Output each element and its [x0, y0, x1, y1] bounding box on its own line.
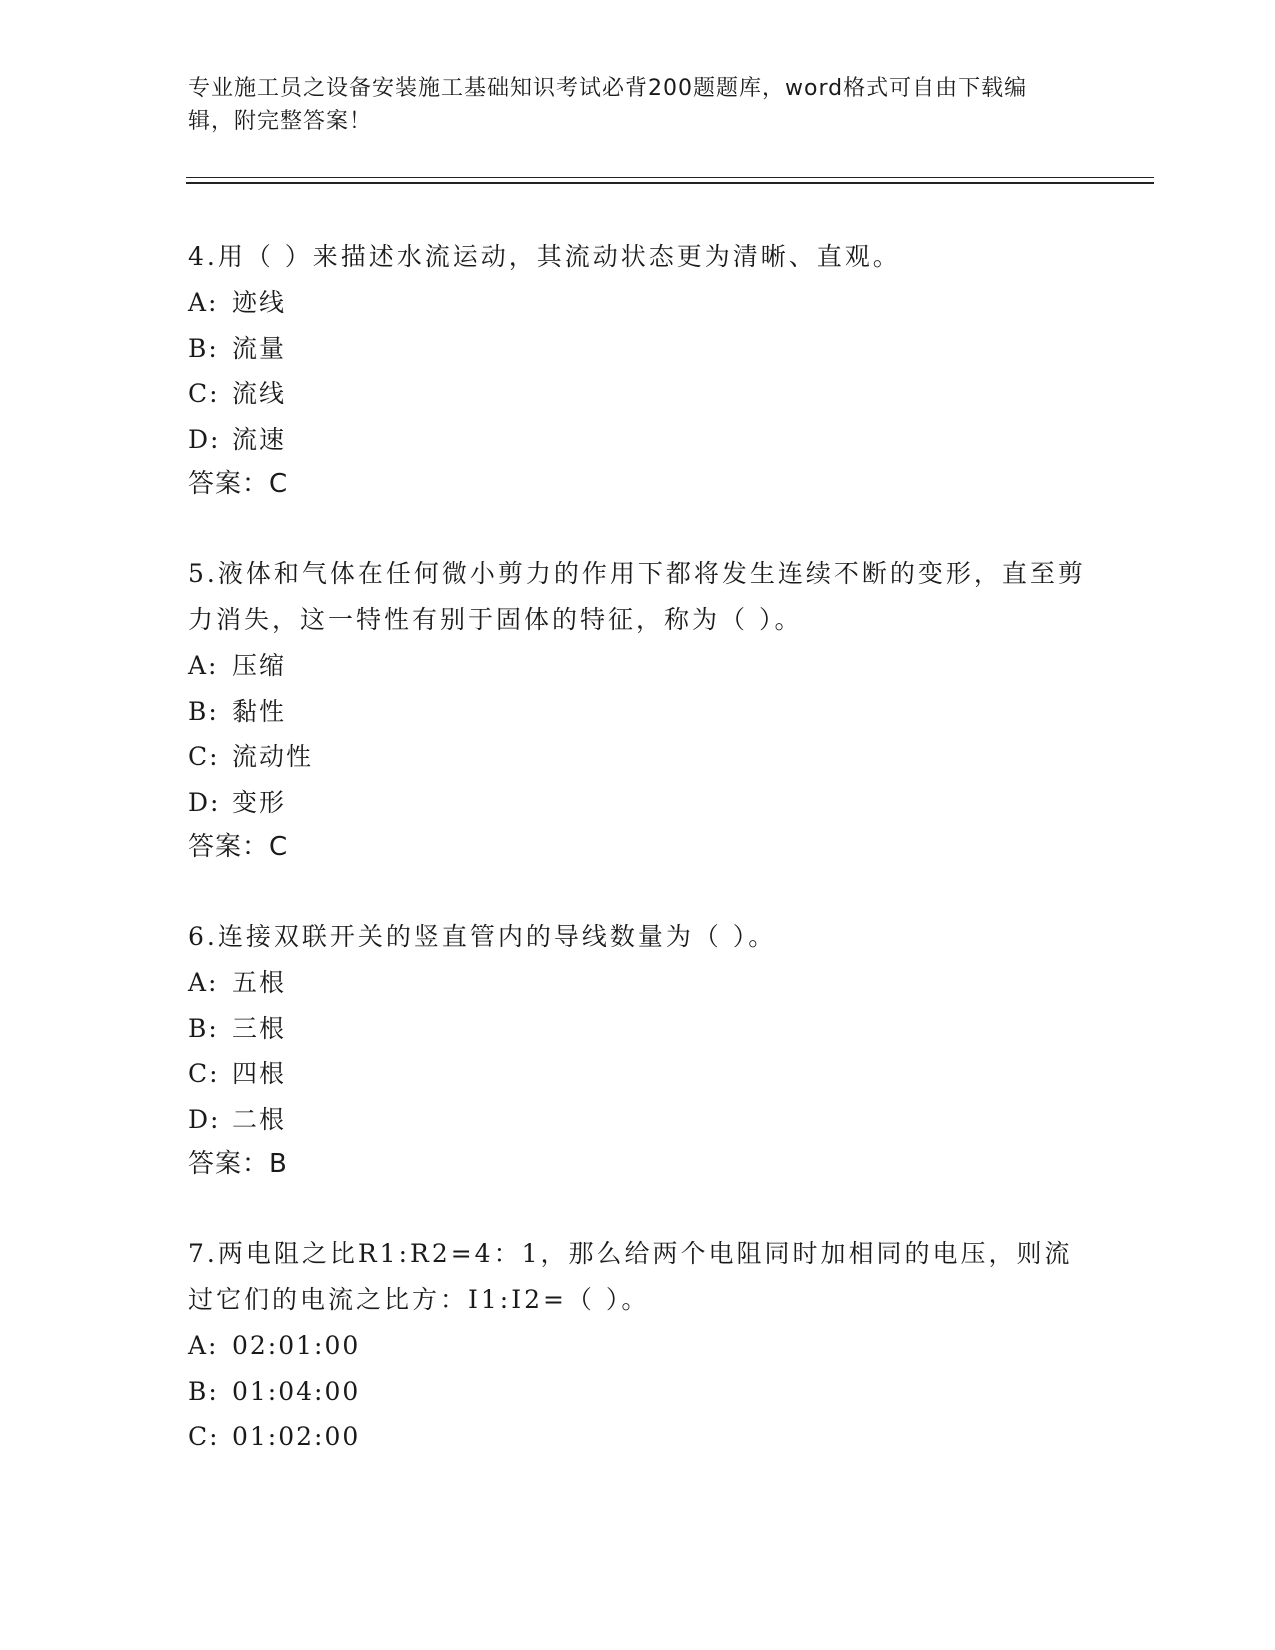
option-text: 五根: [232, 968, 287, 997]
header-divider-thin: [186, 177, 1154, 178]
header-divider-thick: [186, 182, 1154, 184]
option-text: 流动性: [232, 742, 314, 771]
option-key: A:: [188, 1331, 219, 1360]
option-text: 流线: [232, 379, 287, 408]
option-d: [188, 417, 1088, 463]
option-a: [188, 280, 1088, 326]
option-key: A:: [188, 651, 219, 680]
question-4: [188, 234, 1088, 507]
option-key: C:: [188, 1422, 220, 1451]
option-key: D:: [188, 787, 221, 817]
option-b: [188, 326, 1088, 372]
option-d: [188, 1097, 1088, 1143]
option-key: B:: [188, 696, 219, 726]
option-key: C:: [188, 1059, 220, 1088]
option-c: [188, 1051, 1088, 1097]
option-text: 四根: [232, 1059, 287, 1088]
option-text: 黏性: [232, 696, 287, 726]
option-key: A:: [188, 968, 219, 997]
option-key: B:: [188, 1013, 219, 1043]
option-text: 流速: [232, 424, 287, 454]
option-text: 迹线: [232, 288, 287, 317]
option-text: 02:01:00: [232, 1331, 361, 1360]
question-list: [188, 234, 1088, 1504]
option-text: 压缩: [232, 651, 287, 680]
option-text: 流量: [232, 333, 287, 363]
question-6: [188, 914, 1088, 1187]
option-b: [188, 1006, 1088, 1052]
option-a: [188, 643, 1088, 689]
option-key: B:: [188, 1376, 219, 1406]
question-7: [188, 1231, 1088, 1460]
question-stem: 4.用（ ）来描述水流运动，其流动状态更为清晰、直观。: [188, 242, 901, 271]
question-stem: 7.两电阻之比R1:R2=4：1，那么给两个电阻同时加相同的电压，则流过它们的电流之比方：I1:I2=（ ）。: [188, 1239, 1073, 1314]
answer-line: 答案：C: [188, 832, 289, 862]
question-stem: 5.液体和气体在任何微小剪力的作用下都将发生连续不断的变形，直至剪力消失，这一特性有别于固体的特征，称为（ ）。: [188, 559, 1086, 634]
option-text: 01:02:00: [232, 1422, 361, 1451]
option-text: 二根: [232, 1104, 287, 1134]
option-text: 01:04:00: [232, 1376, 361, 1406]
answer-line: 答案：C: [188, 469, 289, 499]
option-b: [188, 1369, 1088, 1415]
answer-line: 答案：B: [188, 1149, 288, 1179]
option-key: D:: [188, 424, 221, 454]
option-a: [188, 1323, 1088, 1369]
option-text: 变形: [232, 787, 287, 817]
option-key: A:: [188, 288, 219, 317]
option-c: [188, 1414, 1088, 1460]
option-key: C:: [188, 379, 220, 408]
option-key: D:: [188, 1104, 221, 1134]
option-c: [188, 371, 1088, 417]
option-key: B:: [188, 333, 219, 363]
option-a: [188, 960, 1088, 1006]
question-5: [188, 551, 1088, 870]
option-c: [188, 734, 1088, 780]
option-b: [188, 689, 1088, 735]
option-key: C:: [188, 742, 220, 771]
option-d: [188, 780, 1088, 826]
document-header: 专业施工员之设备安装施工基础知识考试必背200题题库，word格式可自由下载编辑，附完整答案！: [188, 76, 1028, 134]
option-text: 三根: [232, 1013, 287, 1043]
question-stem: 6.连接双联开关的竖直管内的导线数量为（ ）。: [188, 922, 777, 951]
